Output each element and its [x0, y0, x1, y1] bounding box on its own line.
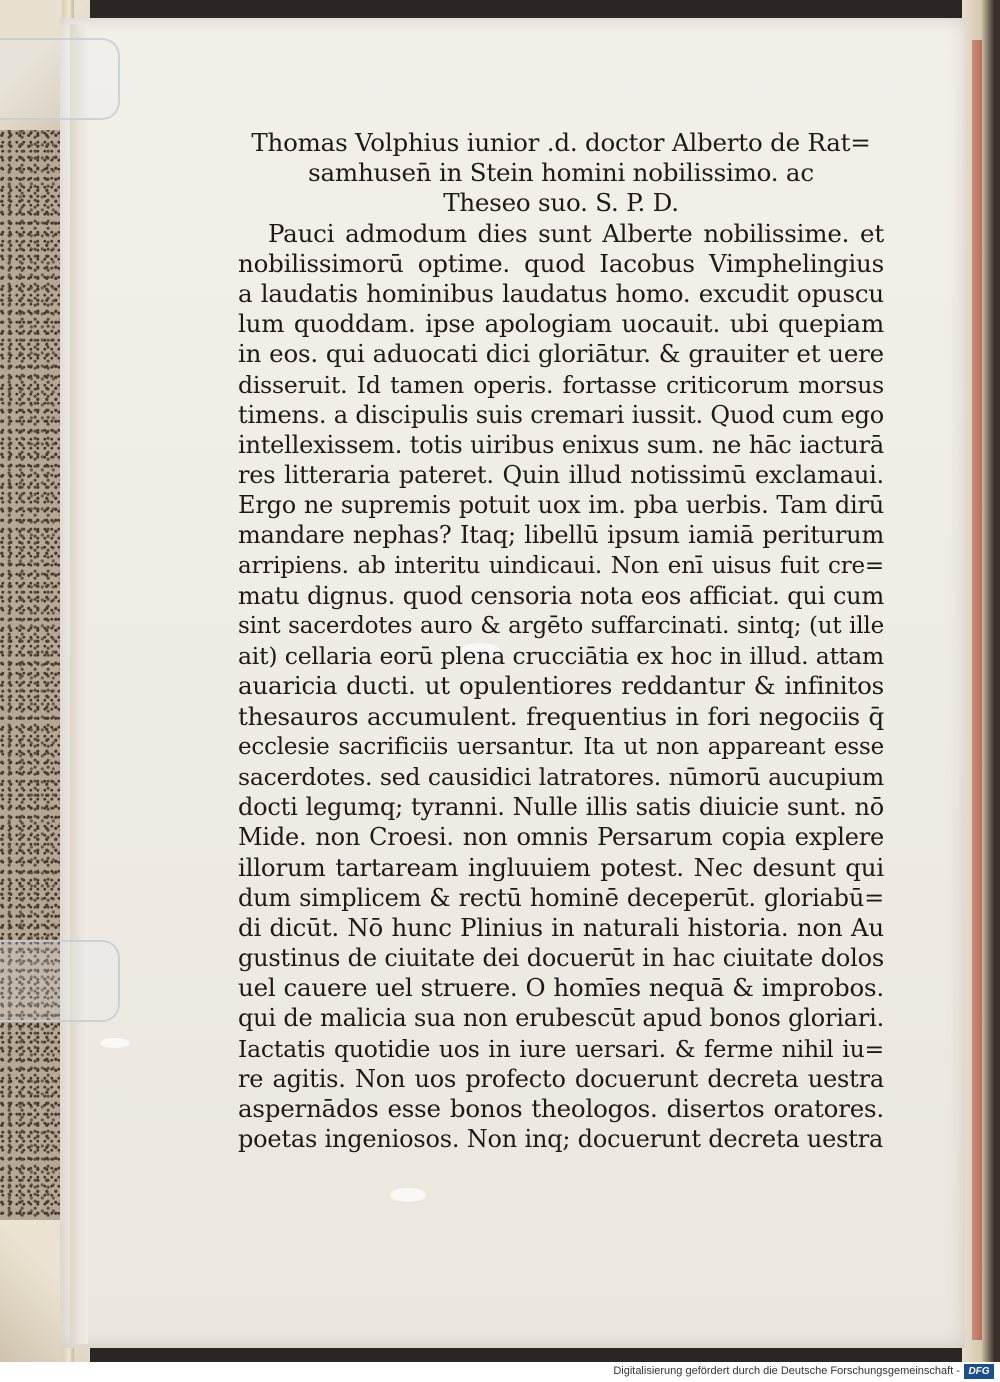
- text-line: Iactatis quotidie uos in iure uersari. & ferme nihil iu=: [238, 1034, 884, 1063]
- text-line: disseruit. Id tamen operis. fortasse criticorum morsus: [238, 370, 884, 399]
- text-line: ait) cellaria eorū plena crucciātia ex hoc in illud. attam: [238, 642, 884, 671]
- dfg-logo: DFG: [964, 1364, 994, 1379]
- text-line: intellexissem. totis uiribus enixus sum. ne hāc iacturā: [238, 430, 884, 459]
- text-line: aspernādos esse bonos theologos. disertos oratores.: [238, 1094, 884, 1123]
- text-line: sint sacerdotes auro & argēto suffarcinati. sintq; (ut ille: [238, 613, 884, 639]
- text-line: gustinus de ciuitate dei docuerūt in hac ciuitate dolos: [238, 944, 884, 973]
- text-line: uel cauere uel struere. O homīes nequā & improbos.: [238, 973, 884, 1003]
- text-line: re agitis. Non uos profecto docuerunt decreta uestra: [238, 1064, 884, 1093]
- paper-blemish: [100, 1038, 130, 1048]
- text-line: sacerdotes. sed causidici latratores. nūmorū aucupium: [238, 762, 884, 791]
- footer-credit-bar: [0, 1362, 1000, 1382]
- text-line: ecclesie sacrificiis uersantur. Ita ut non appareant esse: [238, 733, 884, 760]
- text-line: poetas ingeniosos. Non inq; docuerunt decreta uestra: [238, 1125, 884, 1154]
- text-line: Mide. non Croesi. non omnis Persarum copia explere: [238, 823, 884, 852]
- text-line: di dicūt. Nō hunc Plinius in naturali historia. non Au: [238, 912, 884, 942]
- text-line: res litteraria pateret. Quin illud notissimū exclamaui.: [238, 461, 884, 490]
- funding-credit: Digitalisierung gefördert durch die Deutsche Forschungsgemeinschaft -: [613, 1365, 960, 1377]
- page-clip-top: [0, 38, 120, 120]
- right-cover-red-edge: [972, 40, 982, 1340]
- page-clip-bottom: [0, 940, 120, 1022]
- text-line: illorum tartaream ingluuiem potest. Nec desunt qui: [238, 852, 884, 882]
- text-line: timens. a discipulis suis cremari iussit. Quod cum ego: [238, 400, 884, 429]
- text-line: thesauros accumulent. frequentius in fori negociis q̄: [238, 701, 884, 731]
- heading-line-1: Thomas Volphius iunior .d. doctor Alberto de Rat=: [251, 128, 871, 157]
- heading-line-3: Theseo suo. S. P. D.: [443, 188, 679, 218]
- text-line: auaricia ducti. ut opulentiores reddantur & infinitos: [238, 671, 884, 701]
- text-line: a laudatis hominibus laudatus homo. excudit opuscu: [238, 278, 884, 308]
- text-line: nobilissimorū optime. quod Iacobus Vimphelingius: [238, 248, 884, 278]
- text-line: Ergo ne supremis potuit uox im. pba uerbis. Tam dirū: [238, 491, 884, 520]
- text-line: matu dignus. quod censoria nota eos afficiat. qui cum: [238, 581, 884, 610]
- text-line: docti legumq; tyranni. Nulle illis satis diuicie sunt. nō: [238, 793, 884, 822]
- heading-line-2: samhusen̄ in Stein homini nobilissimo. ac: [308, 158, 814, 188]
- text-line: arripiens. ab interitu uindicaui. Non enī uisus fuit cre=: [238, 552, 884, 579]
- text-line: dum simplicem & rectū hominē deceperūt. gloriabū=: [238, 883, 884, 912]
- text-line: in eos. qui aduocati dici gloriātur. & grauiter et uere: [238, 339, 884, 369]
- printed-text: [238, 128, 884, 1154]
- text-line: Pauci admodum dies sunt Alberte nobilissime. et: [268, 218, 884, 248]
- text-line: lum quoddam. ipse apologiam uocauit. ubi quepiam: [238, 309, 884, 339]
- text-line: mandare nephas? Itaq; libellū ipsum iamiā periturum: [238, 521, 884, 550]
- page-gutter: [70, 24, 88, 1344]
- paper-blemish: [390, 1188, 426, 1202]
- text-line: qui de malicia sua non erubescūt apud bonos gloriari.: [238, 1004, 884, 1033]
